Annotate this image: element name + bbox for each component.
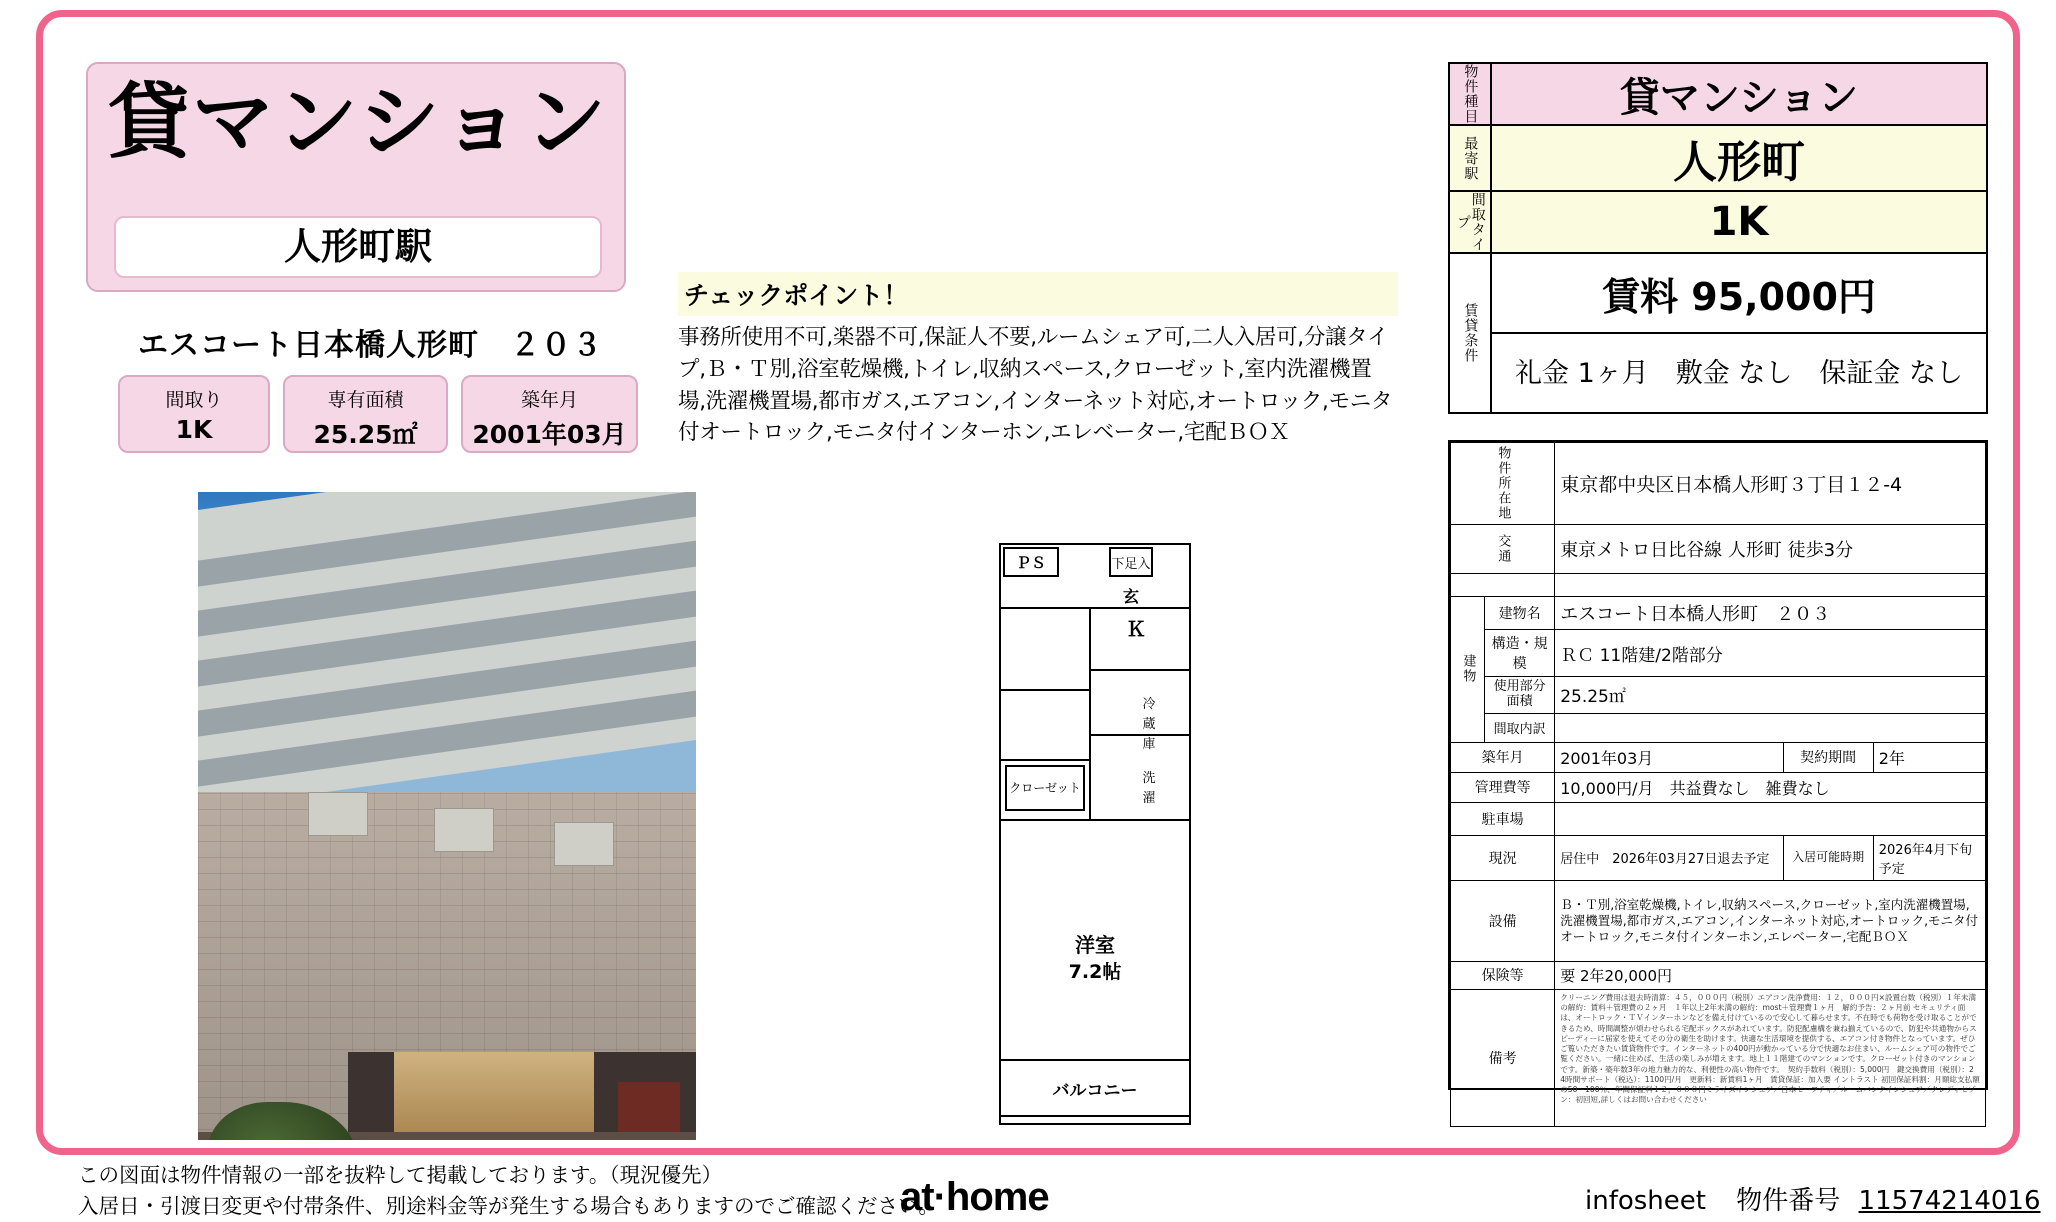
svg-text:庫: 庫 xyxy=(1142,737,1156,752)
details-layoutbreak-value xyxy=(1555,713,1986,742)
details-equipment-value: Ｂ・Ｔ別,浴室乾燥機,トイレ,収納スペース,クローゼット,室内洗濯機置場,洗濯機置場,都市ガス,エアコン,インターネット対応,オートロック,モニタ付オートロック,モニタ付インターホン,エレベーター,宅配ＢＯＸ xyxy=(1555,880,1986,961)
svg-text:洋室: 洋室 xyxy=(1075,933,1115,957)
details-row-status xyxy=(1451,835,1986,880)
details-year-label: 築年月 xyxy=(1451,742,1555,772)
infosheet-label: infosheet xyxy=(1585,1186,1706,1216)
summary-row-station-value: 人形町 xyxy=(1673,137,1805,188)
fact-builtyear xyxy=(461,375,638,453)
details-area-label: 使用部分面積 xyxy=(1485,677,1555,714)
details-building-name-value: エスコート日本橋人形町 ２０３ xyxy=(1555,597,1986,630)
property-type-title: 貸マンション xyxy=(107,75,609,170)
infosheet-footer xyxy=(1585,1180,2041,1217)
fact-builtyear-label: 築年月 xyxy=(520,389,578,411)
property-no-label: 物件番号 xyxy=(1736,1186,1841,1216)
checkpoint-title: チェックポイント！ xyxy=(678,272,1398,316)
svg-text:ＰＳ: ＰＳ xyxy=(1015,554,1047,572)
summary-row-type-label: 物件種目 xyxy=(1450,64,1492,124)
details-year-value: 2001年03月 xyxy=(1555,742,1783,772)
details-row-layoutbreak xyxy=(1451,713,1986,742)
details-parking-value xyxy=(1555,802,1986,835)
property-no-value: 11574214016 xyxy=(1858,1186,2041,1216)
station-label: 人形町駅 xyxy=(284,225,432,268)
summary-deposit-value: 礼金 1ヶ月 敷金 なし 保証金 なし xyxy=(1515,357,1963,389)
summary-row-layout xyxy=(1450,192,1986,254)
floor-plan xyxy=(960,520,1400,1140)
details-status-label: 現況 xyxy=(1451,835,1555,880)
fact-builtyear-value: 2001年03月 xyxy=(472,420,627,449)
summary-rent-value: 賃料 95,000円 xyxy=(1492,254,1986,334)
details-equipment-label: 設備 xyxy=(1451,880,1555,961)
details-mgmt-label: 管理費等 xyxy=(1451,772,1555,802)
details-contract-value: 2年 xyxy=(1873,742,1985,772)
svg-text:下足入: 下足入 xyxy=(1111,557,1151,572)
details-structure-label: 構造・規模 xyxy=(1485,630,1555,677)
details-remarks-label: 備考 xyxy=(1488,1050,1517,1067)
details-row-insurance xyxy=(1451,961,1986,989)
svg-text:クローゼット: クローゼット xyxy=(1009,781,1081,795)
property-photo xyxy=(198,492,696,1140)
details-address-label: 物件所在地 xyxy=(1495,446,1511,521)
fact-layout xyxy=(118,375,270,453)
footer-disclaimer xyxy=(78,1160,939,1222)
details-building-label: 建物 xyxy=(1460,654,1476,685)
fact-area xyxy=(283,375,448,453)
photo-entrance-glass xyxy=(394,1052,594,1140)
summary-panel xyxy=(1448,62,1988,414)
summary-row-type-value: 貸マンション xyxy=(1619,74,1859,121)
footer-disclaimer-line1: この図面は物件情報の一部を抜粋して掲載しております。（現況優先） xyxy=(78,1163,723,1187)
station-box xyxy=(114,216,602,278)
details-row-remarks xyxy=(1451,989,1986,1126)
details-mgmt-value: 10,000円/月 共益費なし 雑費なし xyxy=(1555,772,1986,802)
details-row-building-sep xyxy=(1451,574,1986,597)
details-structure-value: ＲＣ 11階建/2階部分 xyxy=(1555,630,1986,677)
details-layoutbreak-label: 間取内訳 xyxy=(1485,713,1555,742)
details-traffic-label: 交通 xyxy=(1495,534,1511,564)
svg-text:蔵: 蔵 xyxy=(1142,717,1156,732)
svg-text:冷: 冷 xyxy=(1142,697,1156,712)
fact-layout-label: 間取り xyxy=(165,389,223,411)
details-row-parking xyxy=(1451,802,1986,835)
details-row-building-name xyxy=(1451,597,1986,630)
details-row-traffic xyxy=(1451,525,1986,574)
svg-text:洗: 洗 xyxy=(1142,771,1156,786)
svg-text:Ｋ: Ｋ xyxy=(1126,617,1146,641)
svg-text:バルコニー: バルコニー xyxy=(1052,1081,1138,1101)
key-facts xyxy=(118,375,638,453)
details-row-area xyxy=(1451,677,1986,714)
fact-area-label: 専有面積 xyxy=(327,389,404,411)
fact-area-value: 25.25㎡ xyxy=(313,420,418,449)
summary-row-rent xyxy=(1450,254,1986,412)
details-movein-value: 2026年4月下旬予定 xyxy=(1873,835,1985,880)
details-address-value: 東京都中央区日本橋人形町３丁目１２-4 xyxy=(1555,443,1986,525)
svg-text:玄: 玄 xyxy=(1122,587,1140,606)
building-name-heading: エスコート日本橋人形町 ２０３ xyxy=(138,328,603,363)
details-row-structure xyxy=(1451,630,1986,677)
property-type-box xyxy=(86,62,626,292)
details-panel xyxy=(1448,440,1988,1105)
details-row-year xyxy=(1451,742,1986,772)
summary-row-layout-label: 間取タイプ xyxy=(1450,192,1492,252)
details-traffic-value: 東京メトロ日比谷線 人形町 徒歩3分 xyxy=(1555,525,1986,574)
details-status-value: 居住中 2026年03月27日退去予定 xyxy=(1555,835,1783,880)
summary-row-type xyxy=(1450,64,1986,126)
checkpoint-body: 事務所使用不可,楽器不可,保証人不要,ルームシェア可,二人入居可,分譲タイプ,Ｂ・Ｔ別,浴室乾燥機,トイレ,収納スペース,クローゼット,室内洗濯機置場,洗濯機置場,都市ガス,エアコン,インターネット対応,オートロック,モニタ付オートロック,モニタ付インターホン,エレベーター,宅配ＢＯＸ xyxy=(678,325,1393,446)
photo-ac-unit-3 xyxy=(554,822,614,866)
summary-row-station xyxy=(1450,126,1986,192)
details-building-name-label: 建物名 xyxy=(1485,597,1555,630)
details-area-value: 25.25㎡ xyxy=(1555,677,1986,714)
details-row-equipment xyxy=(1451,880,1986,961)
details-movein-label: 入居可能時期 xyxy=(1783,835,1873,880)
footer-disclaimer-line2: 入居日・引渡日変更や付帯条件、別途料金等が発生する場合もありますのでご確認ください。 xyxy=(78,1193,939,1218)
svg-text:7.2帖: 7.2帖 xyxy=(1068,961,1122,983)
details-remarks-value: クリーニング費用は退去時清算：４５，０００円（税別）エアコン洗浄費用：１２，０００円×設置台数（税別）１年未満の解約：賃料＋管理費の２ヶ月 １年以上2年未満の解約：most＋管理費１ヶ月 解約予告：２ヶ月前 セキュリティ面は、オートロック・ＴＶインターホンなどを備え付けているので安心して暮らせます。不在時でも荷物を受け取ることができるため、時間調整が煩わせられる宅配ボックスがあれています。防犯配慮構を兼ね揃えているので、防犯や共通物からスピーディーに届家を使えてその分の衛生を助けます。快適な生活環境を提供する、エアコン付き物件となっています。ぜひご覧いただきたい賃貸物件です。インターネットの400円が動かっている分で快適なお住まい、ルームシェア可の物件でご覧ください。一緒に住めば、生活の楽しみが増えます。地上１１階建てのマンションです。クローゼット付きのマンションです。新築・築年数3年の地力魅力的な、利便性の高い物件です。 契約手数料（税別）：5,000円 鍵交換費用（税別）：2 4時間サポート（税込）：1100円/月 更新料：新賃料1ヶ月 賃貸保証：加入要 イントラスト 初回保証料割：月額総支払額の50～100％、年間保証料１２，０００円ミライズインシュア／日本セーフティ／ルームバンクインシュア／クレディセゾン：初回短,詳しくはお問い合わせください xyxy=(1555,989,1986,1126)
athome-logo: at·home xyxy=(900,1175,1049,1219)
photo-ac-unit-2 xyxy=(434,808,494,852)
details-insurance-label: 保険等 xyxy=(1451,961,1555,989)
photo-ac-unit-1 xyxy=(308,792,368,836)
details-row-address xyxy=(1451,443,1986,525)
details-parking-label: 駐車場 xyxy=(1451,802,1555,835)
details-insurance-value: 要 2年20,000円 xyxy=(1555,961,1986,989)
svg-text:濯: 濯 xyxy=(1142,791,1156,806)
details-row-mgmt xyxy=(1451,772,1986,802)
summary-row-rent-label: 賃貸条件 xyxy=(1450,254,1492,412)
fact-layout-value: 1K xyxy=(175,415,213,444)
details-contract-label: 契約期間 xyxy=(1783,742,1873,772)
summary-row-station-label: 最寄駅 xyxy=(1450,126,1492,190)
summary-row-layout-value: 1K xyxy=(1709,199,1769,245)
